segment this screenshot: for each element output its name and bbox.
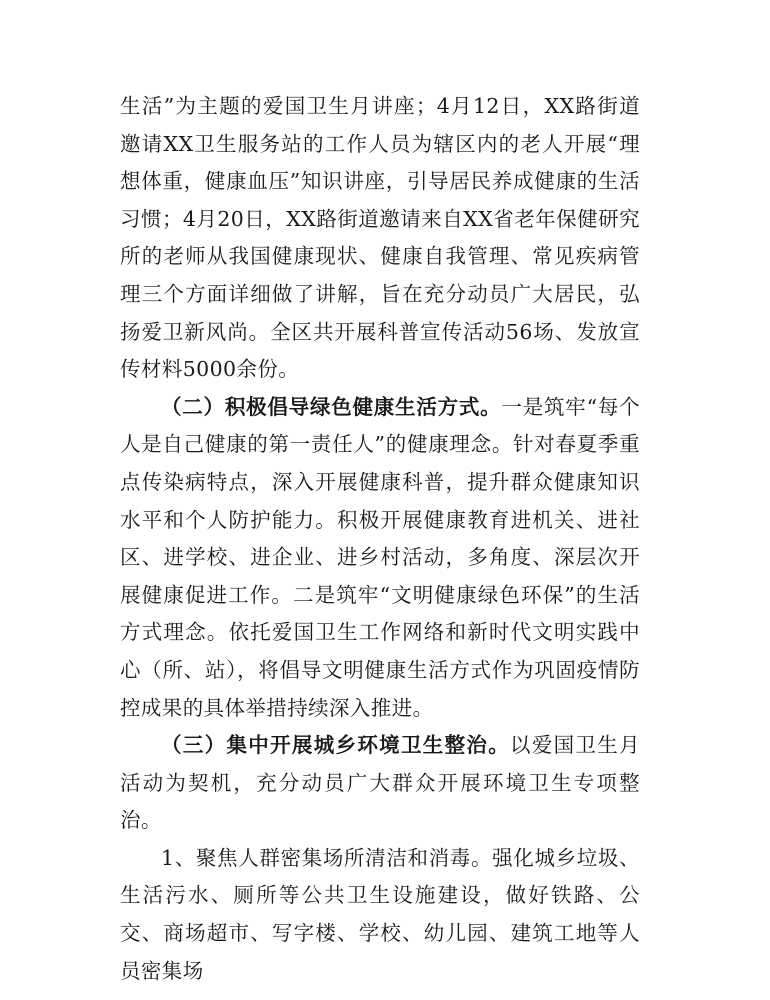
paragraph-text: 1、聚焦人群密集场所清洁和消毒。强化城乡垃圾、生活污水、厕所等公共卫生设施建设，做好铁路、公交、商场超市、写字楼、学校、幼儿园、建筑工地等人员密集场 — [120, 845, 640, 983]
section-heading: （二）积极倡导绿色健康生活方式。 — [161, 394, 502, 419]
paragraph-text: 一是筑牢“每个人是自己健康的第一责任人”的健康理念。针对春夏季重点传染病特点，深入开展健康科普，提升群众健康知识水平和个人防护能力。积极开展健康教育进机关、进社区、进学校、进企业、进乡村活动，多角度、深层次开展健康促进工作。二是筑牢“文明健康绿色环保”的生活方式理念。依托爱国卫生工作网络和新时代文明实践中心（所、站），将倡导文明健康生活方式作为巩固疫情防控成果的具体举措持续深入推进。 — [120, 394, 641, 720]
paragraph-section-two — [120, 389, 640, 727]
paragraph-section-three — [120, 727, 640, 840]
paragraph-text: 以爱国卫生月活动为契机，充分动员广大群众开展环境卫生专项整治。 — [120, 733, 640, 833]
section-heading: （三）集中开展城乡环境卫生整治。 — [161, 733, 511, 758]
paragraph-item-one — [120, 840, 640, 990]
paragraph-continuation — [120, 88, 640, 389]
paragraph-text: 生活”为主题的爱国卫生月讲座；4月12日，XX路街道邀请XX卫生服务站的工作人员为辖区内的老人开展“理想体重，健康血压”知识讲座，引导居民养成健康的生活习惯；4月20日，XX路街道邀请来自XX省老年保健研究所的老师从我国健康现状、健康自我管理、常见疾病管理三个方面详细做了讲解，旨在充分动员广大居民，弘扬爱卫新风尚。全区共开展科普宣传活动56场、发放宣传材料5000余份。 — [120, 94, 640, 382]
document-page — [120, 88, 640, 990]
